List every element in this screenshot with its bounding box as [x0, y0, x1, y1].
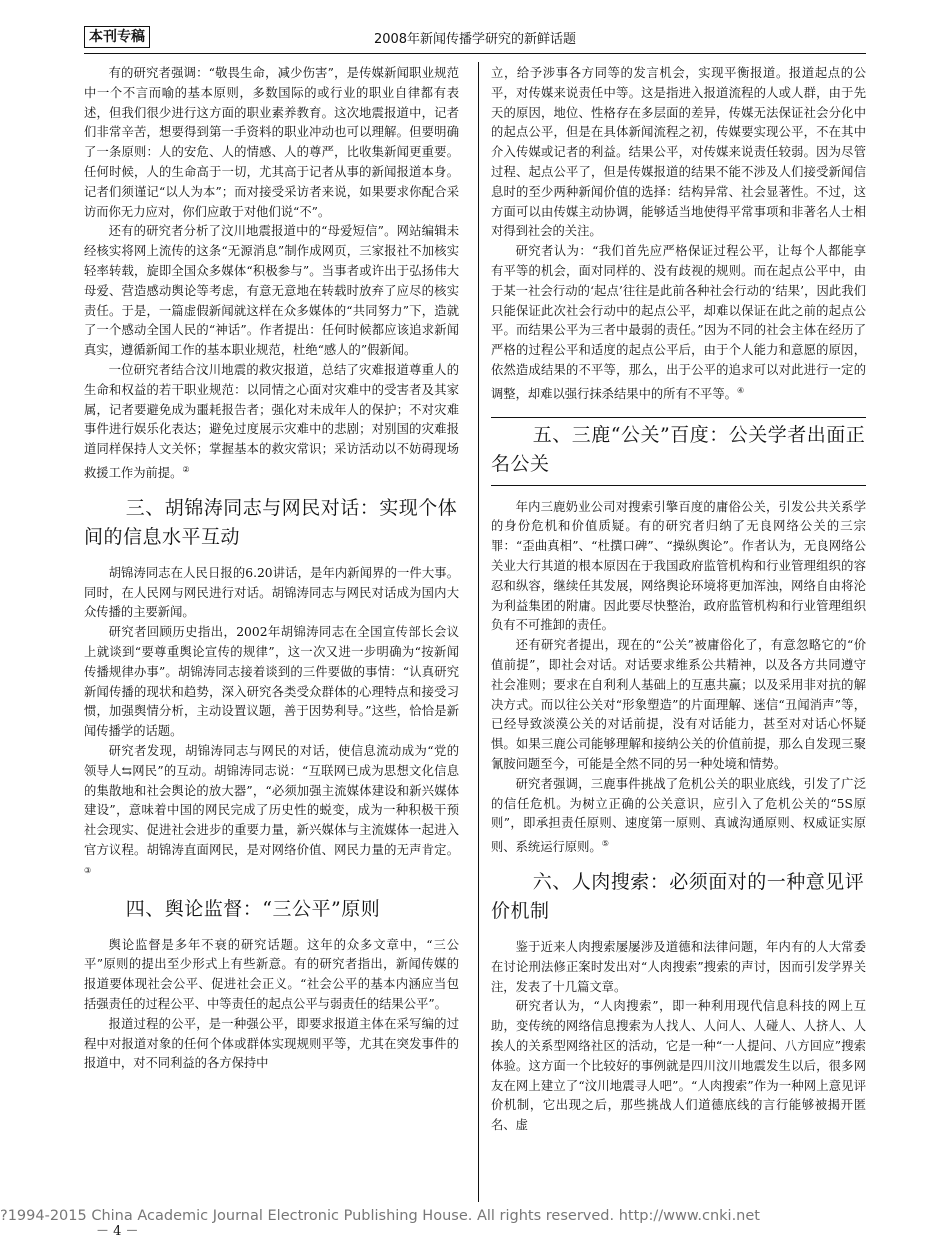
paragraph [84, 1015, 459, 1074]
paragraph-text: 六、人肉搜索：必须面对的一种意见评价机制 [491, 871, 865, 923]
paragraph-text: 研究者认为：“我们首先应严格保证过程公平，让每个人都能享有平等的机会，面对同样的、没有歧视的规则。而在起点公平中，由于某一社会行动的‘起点’往往是此前各种社会行动的‘结果’，因此我们只能保证此次社会行动中的起点公平，却难以保证在此之前的起点公平。而结果公平为三者中最弱的责任。”因为不同的社会主体在经历了严格的过程公平和适度的起点公平后，由于个人能力和意愿的原因，依然造成结果的不平等，那么，出于公平的追求可以对此进行一定的调整，却难以强行抹杀结果中的所有不平等。 [491, 244, 866, 401]
paragraph-text: 研究者认为，“人肉搜索”，即一种利用现代信息科技的网上互助，变传统的网络信息搜索为人找人、人问人、人碰人、人挤人、人挨人的关系型网络社区的活动，它是一种“一人提问、八方回应”搜索体验。这方面一个比较好的事例就是四川汶川地震发生以后，很多网友在网上建立了“汶川地震寻人吧”。“人肉搜索”作为一种网上意见评价机制，它出现之后，那些挑战人们道德底线的言行能够被揭开匿名、虚 [491, 999, 866, 1133]
footnote-marker: ② [182, 464, 190, 474]
copyright-footer: ?1994-2015 China Academic Journal Electronic Publishing House. All rights reserved. http://www.cnki.net [0, 1208, 760, 1224]
paragraph-text: 四、舆论监督：“三公平”原则 [125, 897, 381, 920]
paragraph [491, 938, 866, 997]
paragraph-text: 胡锦涛同志在人民日报的6.20讲话，是年内新闻界的一件大事。同时，在人民网与网民进行对话。胡锦涛同志与网民对话成为国内大众传播的主要新闻。 [84, 565, 459, 620]
paragraph-text: 还有研究者提出，现在的“公关”被庸俗化了，有意忽略它的“价值前提”，即社会对话。对话要求维系公共精神，以及各方共同遵守社会准则；要求在自利利人基础上的互惠共赢；以及采用非对抗的解决方式。而以往公关对“形象塑造”的片面理解、迷信“丑闻消声”等，已经导致淡漠公关的对话前提，没有对话能力，甚至对对话心怀疑惧。如果三鹿公司能够理解和接纳公关的价值前提，那么自发现三聚氰胺问题至今，可能是全然不同的另一种处境和情势。 [491, 638, 866, 771]
paragraph [491, 997, 866, 1136]
right-column [491, 64, 866, 1136]
paragraph [491, 64, 866, 242]
footnote-marker: ③ [84, 865, 92, 875]
page-number: － 4 － [96, 1224, 139, 1239]
paragraph [84, 742, 459, 885]
footnote-marker: ④ [736, 385, 745, 395]
section-heading [84, 494, 459, 552]
section-heading [491, 417, 866, 486]
section-label: 本刊专稿 [84, 26, 150, 48]
paragraph [84, 222, 459, 361]
footnote-marker: ⑤ [601, 839, 609, 849]
header-rule [84, 53, 866, 54]
paragraph [84, 623, 459, 742]
paragraph-text: 鉴于近来人肉搜索屡屡涉及道德和法律问题，年内有的人大常委在讨论刑法修正案时发出对“人肉搜索”搜索的声讨，因而引发学界关注，发表了十几篇文章。 [491, 940, 866, 994]
section-heading [84, 895, 459, 924]
paragraph [84, 64, 459, 222]
paragraph [491, 636, 866, 775]
paragraph-text: 舆论监督是多年不衰的研究话题。这年的众多文章中，“三公平”原则的提出至少形式上有些新意。有的研究者指出，新闻传媒的报道要体现社会公平、促进社会正义。“社会公平的基本内涵应当包括强责任的过程公平、中等责任的起点公平与弱责任的结果公平”。 [84, 937, 459, 1012]
paragraph [84, 361, 459, 484]
paragraph-text: 还有的研究者分析了汶川地震报道中的“母爱短信”。网站编辑未经核实将网上流传的这条“无源消息”制作成网页，三家报社不加核实轻率转载，旋即全国众多媒体“积极参与”。当事者或许出于弘扬伟大母爱、营造感动舆论等考虑，有意无意地在转载时放弃了应尽的核实责任。于是，一篇虚假新闻就这样在众多媒体的“共同努力”下，造就了一个感动全国人民的“神话”。作者提出：任何时候都应该追求新闻真实，遵循新闻工作的基本职业规范，杜绝“感人的”假新闻。 [84, 224, 459, 358]
paragraph [491, 498, 866, 637]
paragraph [491, 775, 866, 858]
paragraph [84, 936, 459, 1015]
paragraph-text: 年内三鹿奶业公司对搜索引擎百度的庸俗公关，引发公共关系学的身份危机和价值质疑。有的研究者归纳了无良网络公关的三宗罪：“歪曲真相”、“杜撰口碑”、“操纵舆论”。作者认为，无良网络公关业大行其道的根本原因在于我国政府监管机构和行业管理组织的容忍和纵容，继续任其发展，网络舆论环境将更加浑浊，网络自由将沦为利益集团的附庸。因此要尽快整治，政府监管机构和行业管理组织负有不可推卸的责任。 [491, 499, 866, 633]
paragraph [84, 564, 459, 623]
left-column [84, 64, 459, 1074]
paragraph-text: 报道过程的公平，是一种强公平，即要求报道主体在采写编的过程中对报道对象的任何个体或群体实现规则平等，尤其在突发事件的报道中，对不同利益的各方保持中 [84, 1016, 459, 1071]
paragraph-text: 研究者发现，胡锦涛同志与网民的对话，使信息流动成为“党的领导人⇆网民”的互动。胡锦涛同志说：“互联网已成为思想文化信息的集散地和社会舆论的放大器”，“必须加强主流媒体建设和新兴媒体建设”，意味着中国的网民完成了历史性的蜕变，成为一种积极干预社会现实、促进社会进步的重要力量，新兴媒体与主流媒体一起进入官方议程。胡锦涛直面网民，是对网络价值、网民力量的无声肯定。 [84, 744, 459, 857]
paragraph-text: 研究者强调，三鹿事件挑战了危机公关的职业底线，引发了广泛的信任危机。为树立正确的公关意识，应引入了危机公关的“5S原则”，即承担责任原则、速度第一原则、真诚沟通原则、权威证实原则、系统运行原则。 [491, 776, 866, 855]
paragraph [491, 242, 866, 404]
running-title: 2008年新闻传播学研究的新鲜话题 [373, 32, 577, 47]
paragraph-text: 三、胡锦涛同志与网民对话：实现个体间的信息水平互动 [84, 496, 458, 548]
paragraph-text: 有的研究者强调：“敬畏生命，减少伤害”，是传媒新闻职业规范中一个不言而喻的基本原则，多数国际的或行业的职业自律都有表述，但我们很少进行这方面的职业素养教育。这次地震报道中，记者们非常辛苦，想要得到第一手资料的职业冲动也可以理解。但要明确了一条原则：人的安危、人的情感、人的尊严，比收集新闻更重要。任何时候，人的生命高于一切，尤其高于记者从事的新闻报道本身。记者们须谨记“以人为本”；而对接受采访者来说，如果要求你配合采访而你无力应对，你们应敢于对他们说“不”。 [84, 66, 459, 219]
section-heading [491, 868, 866, 926]
paragraph-text: 一位研究者结合汶川地震的救灾报道，总结了灾难报道尊重人的生命和权益的若干职业规范：以同情之心面对灾难中的受害者及其家属，记者要避免成为噩耗报告者；强化对未成年人的保护；不对灾难事件进行娱乐化表达；避免过度展示灾难中的悲剧；对别国的灾难报道同样保持人文关怀；掌握基本的救灾常识；采访活动以不妨碍现场救援工作为前提。 [84, 362, 459, 481]
paragraph-text: 立，给予涉事各方同等的发言机会，实现平衡报道。报道起点的公平，对传媒来说责任中等。这是指进入报道流程的人或人群，由于先天的原因，地位、性格存在多层面的差异，传媒无法保证社会分化中的起点公平，但是在具体新闻流程之初，传媒要实现公平，不在其中介入传媒或记者的利益。结果公平，对传媒来说责任较弱。因为尽管过程、起点公平了，但是传媒报道的结果不能不涉及人们接受新闻信息时的至少两种新闻价值的选择：结构异常、社会显著性。不过，这方面可以由传媒主动协调，能够适当地使得平常事项和非著名人士相对得到社会的关注。 [491, 66, 866, 239]
paragraph-text: 五、三鹿“公关”百度：公关学者出面正名公关 [491, 423, 866, 475]
paragraph-text: 研究者回顾历史指出，2002年胡锦涛同志在全国宣传部长会议上就谈到“要尊重舆论宣传的规律”，这一次又进一步明确为“按新闻传播规律办事”。胡锦涛同志接着谈到的三件要做的事情：“认真研究新闻传播的现状和趋势，深入研究各类受众群体的心理特点和接受习惯，加强舆情分析，主动设置议题，善于因势利导。”这些，恰恰是新闻传播学的话题。 [84, 625, 459, 739]
column-divider [478, 62, 479, 1202]
